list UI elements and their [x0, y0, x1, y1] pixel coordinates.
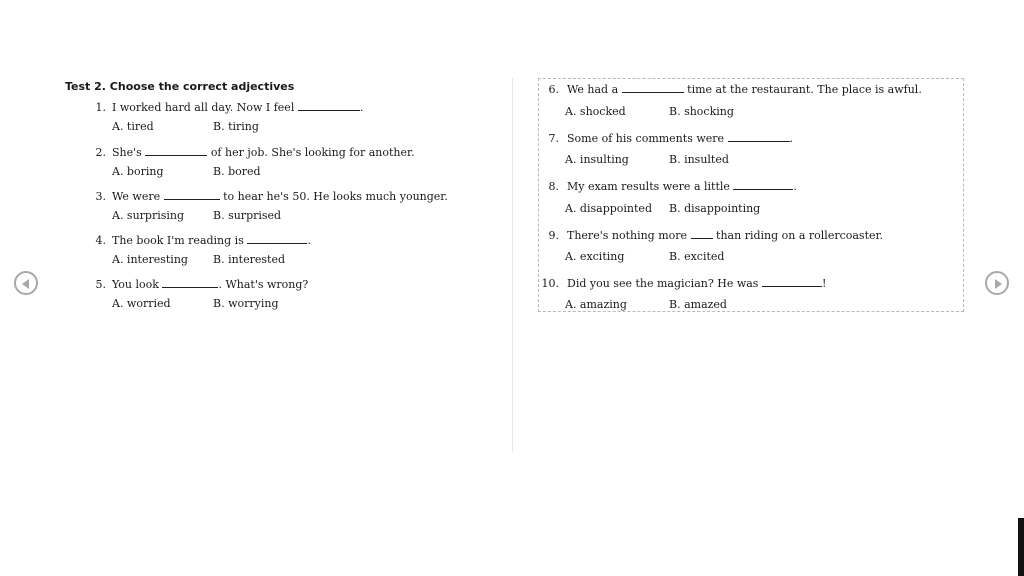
option-b: B. surprised	[213, 209, 282, 222]
option-a: A. worried	[112, 297, 171, 310]
answer-blank	[728, 132, 790, 142]
question-text-end: of her job. She's looking for another.	[210, 146, 415, 159]
option-a: A. exciting	[565, 250, 625, 263]
question-text: She's	[112, 146, 142, 159]
question-number: 7.	[548, 132, 559, 145]
question-number: 4.	[95, 234, 106, 247]
question-number: 9.	[548, 229, 559, 242]
option-b: B. disappointing	[669, 202, 761, 215]
option-b: B. insulted	[669, 153, 729, 166]
question-number: 2.	[95, 146, 106, 159]
question-number: 10.	[541, 277, 559, 290]
edge-marker	[1018, 518, 1024, 576]
question-text: There's nothing more	[567, 229, 688, 242]
question-text: Did you see the magician? He was	[567, 277, 759, 290]
option-b: B. shocking	[669, 105, 734, 118]
option-b: B. amazed	[669, 298, 727, 311]
question-text: My exam results were a little	[567, 180, 730, 193]
answer-blank	[164, 190, 220, 200]
answer-blank	[691, 229, 713, 239]
question-text-end: !	[821, 277, 827, 290]
right-page-box	[538, 78, 964, 312]
question-text: You look	[112, 278, 159, 291]
option-b: B. worrying	[213, 297, 279, 310]
page-divider	[512, 78, 513, 452]
question-number: 8.	[548, 180, 559, 193]
question-text-end: .	[793, 180, 797, 193]
question-number: 5.	[95, 278, 106, 291]
option-a: A. insulting	[565, 153, 629, 166]
next-page-button[interactable]	[985, 271, 1009, 295]
option-a: A. amazing	[565, 298, 627, 311]
question-text-end: . What's wrong?	[218, 278, 309, 291]
option-a: A. surprising	[112, 209, 185, 222]
question-text-end: to hear he's 50. He looks much younger.	[223, 190, 448, 203]
test-title: Test 2. Choose the correct adjectives	[65, 80, 295, 93]
question-text-end: time at the restaurant. The place is awful.	[687, 83, 922, 96]
option-a: A. tired	[112, 120, 154, 133]
question-text: The book I'm reading is	[112, 234, 244, 247]
option-a: A. boring	[112, 165, 164, 178]
question-text: I worked hard all day. Now I feel	[112, 101, 295, 114]
option-b: B. excited	[669, 250, 725, 263]
question-number: 6.	[548, 83, 559, 96]
question-text-end: .	[359, 101, 364, 114]
answer-blank	[247, 234, 307, 244]
answer-blank	[622, 83, 684, 93]
answer-blank	[162, 278, 218, 288]
question-text-end: than riding on a rollercoaster.	[716, 229, 884, 242]
question-number: 3.	[95, 190, 106, 203]
question-text: Some of his comments were	[567, 132, 725, 145]
chevron-right-icon	[995, 279, 1002, 289]
answer-blank	[762, 277, 822, 287]
option-b: B. bored	[213, 165, 261, 178]
option-a: A. shocked	[565, 105, 626, 118]
question-text: We were	[112, 190, 161, 203]
answer-blank	[733, 180, 793, 190]
question-number: 1.	[95, 101, 106, 114]
answer-blank	[145, 146, 207, 156]
option-a: A. disappointed	[565, 202, 652, 215]
answer-blank	[298, 101, 360, 111]
chevron-left-icon	[22, 279, 29, 289]
question-text-end: .	[789, 132, 794, 145]
question-text: We had a	[567, 83, 619, 96]
option-b: B. tiring	[213, 120, 259, 133]
question-text-end: .	[307, 234, 311, 247]
option-a: A. interesting	[112, 253, 188, 266]
option-b: B. interested	[213, 253, 285, 266]
previous-page-button[interactable]	[14, 271, 38, 295]
